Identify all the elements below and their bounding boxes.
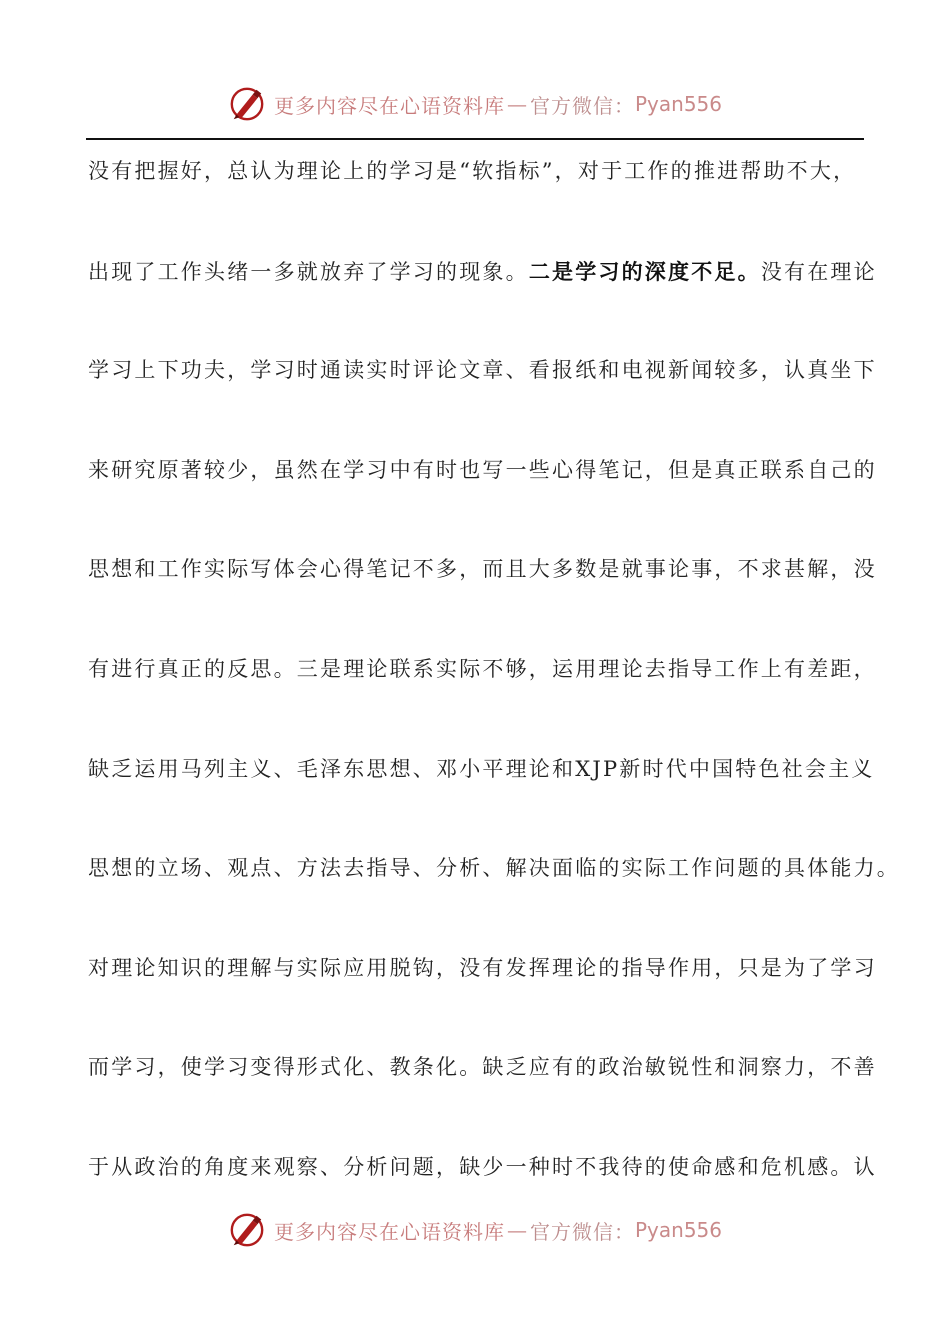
watermark-label: 官方微信：: [529, 1219, 635, 1244]
text-line: [88, 222, 877, 322]
text-line: 有进行真正的反思。三是理论联系实际不够，运用理论去指导工作上有差距，: [88, 656, 877, 681]
text-line: 而学习，使学习变得形式化、教条化。缺乏应有的政治敏锐性和洞察力，不善: [88, 1055, 877, 1080]
watermark-text: [274, 90, 722, 119]
watermark-wechat-id: Pyan556: [634, 1218, 722, 1242]
pen-logo-icon: [228, 1211, 266, 1249]
text-line: 思想和工作实际写体会心得笔记不多，而且大多数是就事论事，不求甚解，没: [88, 557, 877, 582]
text-line: 没有把握好，总认为理论上的学习是“软指标”，对于工作的推进帮助不大，: [88, 159, 857, 183]
text-line: 于从政治的角度来观察、分析问题，缺少一种时不我待的使命感和危机感。认: [88, 1154, 877, 1179]
text-line: 思想的立场、观点、方法去指导、分析、解决面临的实际工作问题的具体能力。: [88, 856, 900, 881]
footer-watermark: [0, 1208, 950, 1252]
text-run: 没有在理论: [760, 259, 877, 284]
watermark-text: [274, 1216, 722, 1245]
text-line: 缺乏运用马列主义、毛泽东思想、邓小平理论和XJP新时代中国特色社会主义: [88, 756, 875, 781]
watermark-title: 更多内容尽在心语资料库: [273, 1219, 505, 1244]
pen-logo-icon: [228, 85, 266, 123]
header-watermark: [0, 82, 950, 126]
text-run: 出现了工作头绪一多就放弃了学习的现象。: [88, 259, 529, 284]
watermark-title: 更多内容尽在心语资料库: [273, 93, 505, 118]
text-line: 学习上下功夫，学习时通读实时评论文章、看报纸和电视新闻较多，认真坐下: [88, 358, 877, 383]
watermark-dash: —: [506, 92, 528, 116]
text-line: 对理论知识的理解与实际应用脱钩，没有发挥理论的指导作用，只是为了学习: [88, 955, 877, 980]
document-body: [88, 122, 900, 1218]
text-line: 来研究原著较少，虽然在学习中有时也写一些心得笔记，但是真正联系自己的: [88, 457, 877, 482]
watermark-wechat-id: Pyan556: [634, 92, 722, 116]
bold-heading-run: 二是学习的深度不足。: [528, 258, 761, 284]
watermark-label: 官方微信：: [529, 93, 635, 118]
watermark-dash: —: [506, 1218, 528, 1242]
